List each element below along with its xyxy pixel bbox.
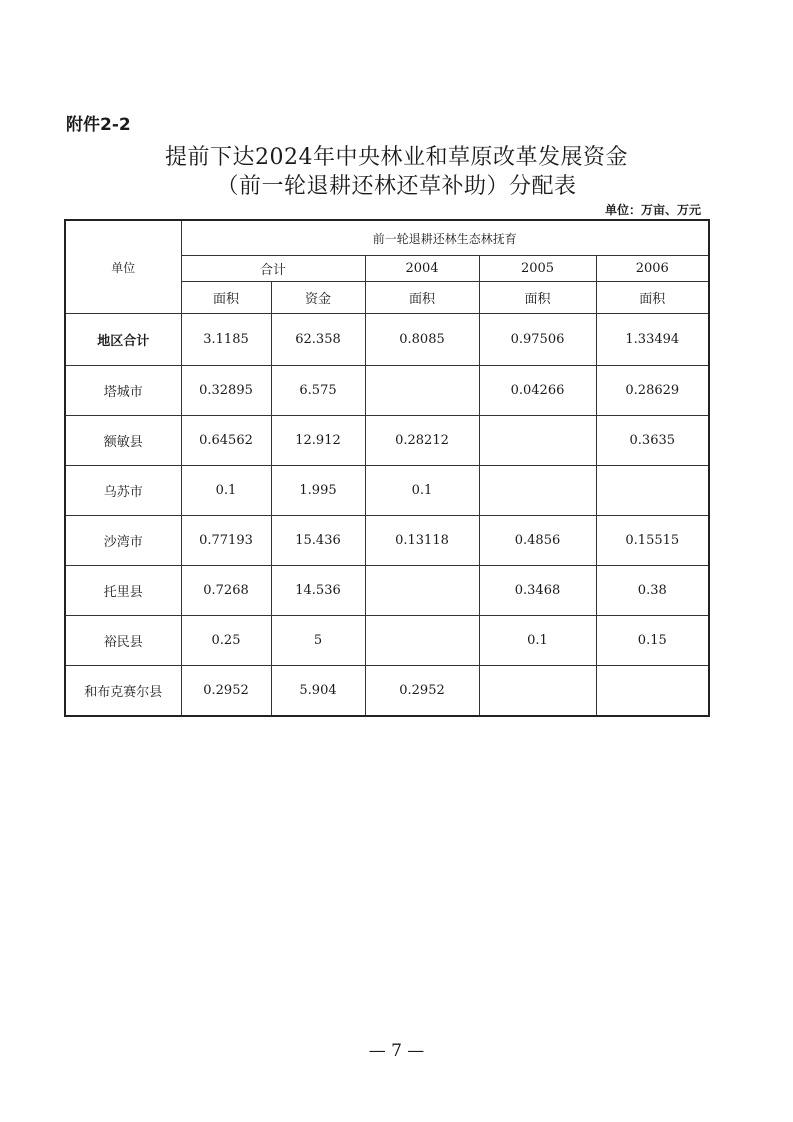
row-label: 沙湾市 [65,516,181,566]
table-row [65,616,709,666]
table-cell: 0.3468 [479,566,596,616]
table-cell: 0.32895 [181,366,271,416]
table-cell: 0.15515 [596,516,709,566]
table-cell: 0.28629 [596,366,709,416]
allocation-table [64,219,710,717]
table-cell: 0.2952 [181,666,271,717]
table-body [65,314,709,717]
table-cell [365,366,479,416]
table-cell: 0.8085 [365,314,479,366]
document-title-line1: 提前下达2024年中央林业和草原改革发展资金 [165,145,628,170]
table-cell: 0.4856 [479,516,596,566]
table-cell: 0.13118 [365,516,479,566]
table-cell: 0.28212 [365,416,479,466]
table-cell [365,616,479,666]
row-label: 地区合计 [65,314,181,366]
table-cell: 62.358 [271,314,365,366]
sub-header-total: 合计 [181,256,365,282]
table-cell [479,416,596,466]
page-number: — 7 — [368,1041,425,1061]
unit-note: 单位：万亩、万元 [604,203,701,217]
table-cell: 1.995 [271,466,365,516]
table-cell: 0.2952 [365,666,479,717]
table-row [65,466,709,516]
table-cell: 14.536 [271,566,365,616]
table-cell: 12.912 [271,416,365,466]
unit-column-header: 单位 [65,220,181,314]
column-header: 资金 [271,282,365,314]
row-label: 塔城市 [65,366,181,416]
row-label: 托里县 [65,566,181,616]
sub-header-year: 2006 [596,256,709,282]
table-cell: 0.97506 [479,314,596,366]
table-row [65,666,709,717]
table-cell: 15.436 [271,516,365,566]
table-row-total [65,314,709,366]
table-cell: 0.15 [596,616,709,666]
table-row [65,516,709,566]
table-cell: 5.904 [271,666,365,717]
row-label: 额敏县 [65,416,181,466]
table-cell: 1.33494 [596,314,709,366]
table-cell: 0.25 [181,616,271,666]
table-cell: 3.1185 [181,314,271,366]
column-header: 面积 [479,282,596,314]
sub-header-year: 2004 [365,256,479,282]
column-header: 面积 [365,282,479,314]
document-title-line2: （前一轮退耕还林还草补助）分配表 [216,174,577,199]
table-cell: 0.1 [181,466,271,516]
table-cell: 0.7268 [181,566,271,616]
table-cell: 0.3635 [596,416,709,466]
row-label: 乌苏市 [65,466,181,516]
row-label: 裕民县 [65,616,181,666]
table-cell: 0.1 [479,616,596,666]
attachment-label: 附件2-2 [66,115,131,135]
table-row [65,566,709,616]
column-header: 面积 [596,282,709,314]
table-row [65,366,709,416]
table-cell: 5 [271,616,365,666]
table-cell: 0.38 [596,566,709,616]
table-cell: 0.1 [365,466,479,516]
table-cell [479,666,596,717]
table-cell [479,466,596,516]
table-cell: 0.77193 [181,516,271,566]
table-cell: 0.64562 [181,416,271,466]
table-cell: 0.04266 [479,366,596,416]
table-cell [596,466,709,516]
table-row [65,416,709,466]
table-cell [596,666,709,717]
column-header: 面积 [181,282,271,314]
sub-header-year: 2005 [479,256,596,282]
table-cell: 6.575 [271,366,365,416]
group-header: 前一轮退耕还林生态林抚育 [181,220,709,256]
row-label: 和布克赛尔县 [65,666,181,717]
table-cell [365,566,479,616]
